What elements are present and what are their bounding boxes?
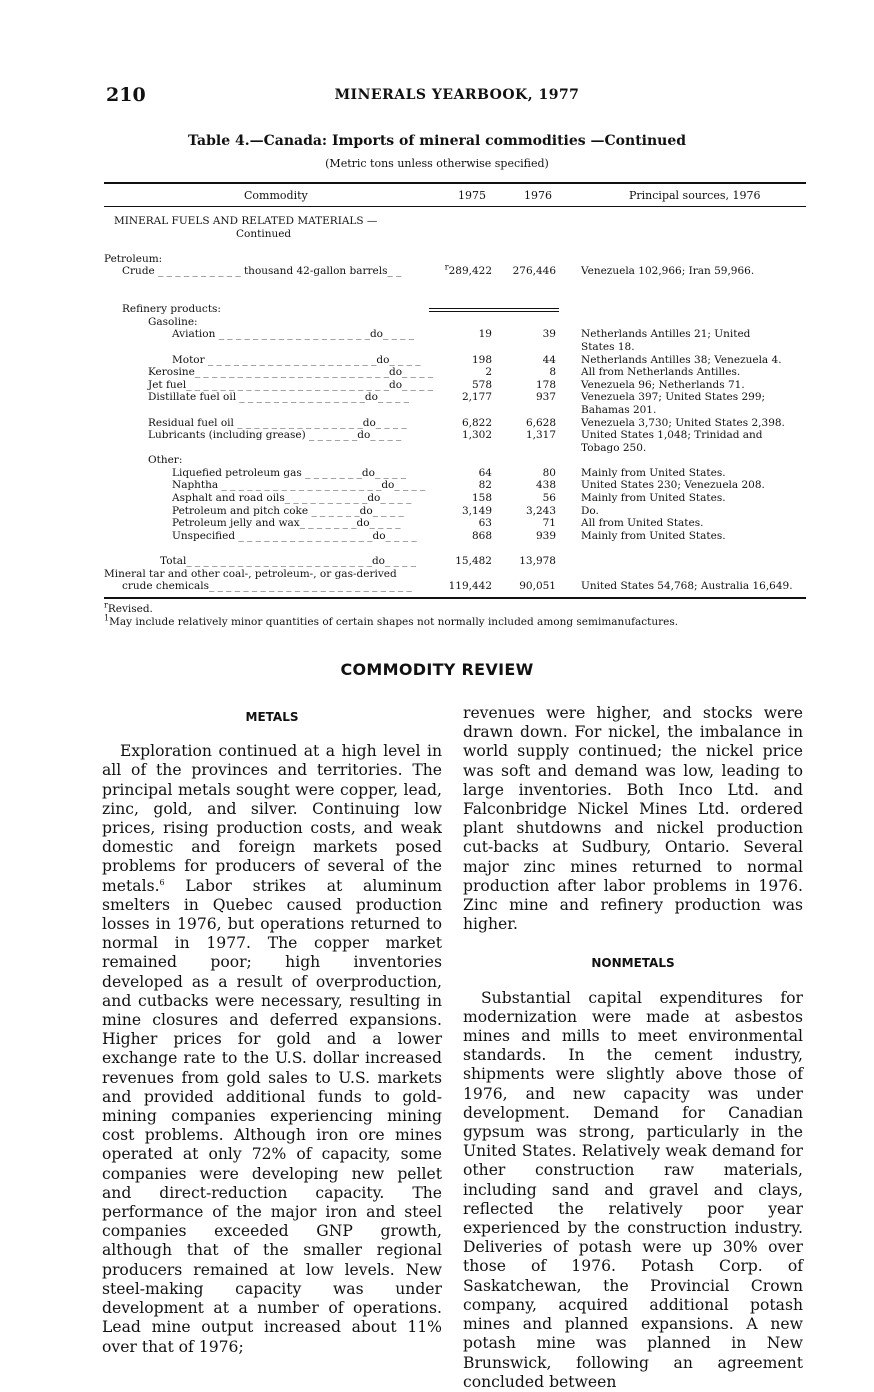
table-bottom-rule xyxy=(104,597,806,599)
principal-sources: Venezuela 3,730; United States 2,398. xyxy=(581,416,785,429)
column-header-sources: Principal sources, 1976 xyxy=(629,189,761,202)
value-1975: 119,442 xyxy=(448,580,492,593)
principal-sources: States 18. xyxy=(581,340,635,353)
principal-sources: Do. xyxy=(581,504,599,517)
table-body xyxy=(104,215,806,593)
table-row xyxy=(104,467,806,480)
value-1976: 3,243 xyxy=(525,504,556,517)
row-label: Liquefied petroleum gas _ _ _ _ _ _ _do_ _ _ _ xyxy=(172,466,406,479)
table-row xyxy=(104,316,806,329)
row-label: Petroleum jelly and wax_ _ _ _ _ _ _do_ _ _ _ xyxy=(172,517,401,530)
value-1976: 80 xyxy=(542,466,556,479)
value-1976: 71 xyxy=(542,517,556,530)
table-row xyxy=(104,228,806,241)
row-label: Residual fuel oil _ _ _ _ _ _ _ _ _ _ _ _ _ _ _do_ _ _ _ xyxy=(148,416,407,429)
row-label: Crude _ _ _ _ _ _ _ _ _ _ thousand 42-gallon barrels_ _ xyxy=(122,265,402,278)
row-label: Refinery products: xyxy=(122,303,221,316)
table-row xyxy=(104,341,806,354)
principal-sources: Netherlands Antilles 21; United xyxy=(581,328,751,341)
value-1975: 198 xyxy=(471,353,492,366)
footnote-1: $^1$May include relatively minor quantities of certain shapes not normally included among semimanufactures. xyxy=(104,613,679,628)
section-title: COMMODITY REVIEW xyxy=(340,660,534,679)
nonmetals-paragraph: Substantial capital expenditures for modernization were made at asbestos mines and mills to meet environmental standards. In the cement industry, shipments were slightly above those of 1976, and new capacity was under development. Demand for Canadian gypsum was strong, particularly in the United States. Relatively weak demand for other construction raw materials, including sand and gravel and clays, reflected the relatively poor year experienced by the construction industry. Deliveries of potash were up 30% over those of 1976. Potash Corp. of Saskatchewan, the Provincial Crown company, acquired additional potash mines and planned expansions. A new potash mine was planned in New Brunswick, following an agreement concluded between xyxy=(463,988,803,1391)
value-1975: 63 xyxy=(478,517,492,530)
principal-sources: Mainly from United States. xyxy=(581,529,726,542)
running-head: MINERALS YEARBOOK, 1977 xyxy=(334,87,580,103)
table-row xyxy=(104,542,806,555)
row-label: Total_ _ _ _ _ _ _ _ _ _ _ _ _ _ _ _ _ _ _ _ _ _do_ _ _ _ xyxy=(160,555,416,568)
value-1976: 90,051 xyxy=(519,580,556,593)
table-header-row xyxy=(104,184,806,206)
footnote-revised: $^r$Revised. xyxy=(104,600,153,615)
table-row xyxy=(104,262,806,278)
table-row xyxy=(104,253,806,266)
row-label: Unspecified _ _ _ _ _ _ _ _ _ _ _ _ _ _ _ _do_ _ _ _ xyxy=(172,529,417,542)
principal-sources: Tobago 250. xyxy=(581,441,647,454)
table-title: Table 4.—Canada: Imports of mineral commodities —Continued xyxy=(187,133,687,149)
value-1976: 39 xyxy=(542,328,556,341)
row-label: Jet fuel_ _ _ _ _ _ _ _ _ _ _ _ _ _ _ _ _ _ _ _ _ _ _ _do_ _ _ _ xyxy=(148,378,434,391)
value-1975: 15,482 xyxy=(455,555,492,568)
principal-sources: Mainly from United States. xyxy=(581,492,726,505)
principal-sources: All from Netherlands Antilles. xyxy=(581,366,741,379)
principal-sources: United States 54,768; Australia 16,649. xyxy=(581,580,793,593)
table-row xyxy=(104,492,806,505)
row-label: Gasoline: xyxy=(148,315,198,328)
table-subtitle: (Metric tons unless otherwise specified) xyxy=(325,157,549,170)
table-row xyxy=(104,240,806,253)
value-1975: 2 xyxy=(485,366,492,379)
right-column xyxy=(463,704,803,1392)
column-header-commodity: Commodity xyxy=(244,189,308,202)
table-footnotes xyxy=(104,600,679,629)
row-label: crude chemicals_ _ _ _ _ _ _ _ _ _ _ _ _ _ _ _ _ _ _ _ _ _ _ _ xyxy=(122,580,412,593)
principal-sources: Netherlands Antilles 38; Venezuela 4. xyxy=(581,353,782,366)
table-row xyxy=(104,580,806,593)
principal-sources: Venezuela 102,966; Iran 59,966. xyxy=(581,265,755,278)
metals-continued-paragraph: revenues were higher, and stocks were drawn down. For nickel, the imbalance in world supply continued; the nickel price was soft and demand was low, leading to large inventories. Both Inco Ltd. and Falconbridge Nickel Mines Ltd. ordered plant shutdowns and nickel production cut-backs at Sudbury, Ontario. Several major zinc mines returned to normal production after labor problems in 1976. Zinc mine and refinery production was higher. xyxy=(463,704,803,934)
table-row xyxy=(104,454,806,467)
principal-sources: Bahamas 201. xyxy=(581,403,657,416)
row-label: Continued xyxy=(236,227,292,240)
value-1976: 939 xyxy=(535,529,556,542)
page-number: 210 xyxy=(106,84,146,106)
row-label: Motor _ _ _ _ _ _ _ _ _ _ _ _ _ _ _ _ _ _ _ _do_ _ _ _ xyxy=(172,353,421,366)
table-row xyxy=(104,429,806,442)
row-label: Lubricants (including grease) _ _ _ _ _ _do_ _ _ _ xyxy=(148,429,402,442)
table-row xyxy=(104,517,806,530)
metals-paragraph: Exploration continued at a high level in all of the provinces and territories. The principal metals sought were copper, lead, zinc, gold, and silver. Continuing low prices, rising production costs, and weak domestic and foreign markets posed problems for producers of several of the metals.$^6$ Labor strikes at aluminum smelters in Quebec caused production losses in 1976, but operations returned to normal in 1977. The copper market remained poor; high inventories developed as a result of overproduction, and cutbacks were necessary, resulting in mine closures and deferred expansions. Higher prices for gold and a lower exchange rate to the U.S. dollar increased revenues from gold sales to U.S. markets and provided additional funds to gold-mining companies experiencing mining cost problems. Although iron ore mines operated at only 72% of capacity, some companies were developing new pellet and direct-reduction capacity. The performance of the major iron and steel companies exceeded GNP growth, although that of the smaller regional producers remained at low levels. New steel-making capacity was under development at a number of operations. Lead mine output increased about 11% over that of 1976; xyxy=(102,742,442,1356)
principal-sources: All from United States. xyxy=(581,517,704,530)
nonmetals-subhead: NONMETALS xyxy=(591,956,675,971)
metals-subhead: METALS xyxy=(245,710,299,724)
row-label: Mineral tar and other coal-, petroleum-, or gas-derived xyxy=(104,567,397,580)
imports-table xyxy=(104,182,806,599)
value-1975: 3,149 xyxy=(461,504,492,517)
value-1975: 868 xyxy=(471,529,492,542)
column-header-1975: 1975 xyxy=(458,189,486,202)
table-row xyxy=(104,278,806,291)
table-row xyxy=(104,530,806,543)
row-label: Naphtha _ _ _ _ _ _ _ _ _ _ _ _ _ _ _ _ _ _ _do_ _ _ _ xyxy=(172,479,426,492)
principal-sources: United States 230; Venezuela 208. xyxy=(581,479,765,492)
column-header-1976: 1976 xyxy=(524,189,552,202)
row-label: MINERAL FUELS AND RELATED MATERIALS — xyxy=(114,215,378,227)
table-row xyxy=(104,379,806,392)
value-1976: 6,628 xyxy=(525,416,556,429)
value-1976: 1,317 xyxy=(525,429,556,442)
principal-sources: Venezuela 397; United States 299; xyxy=(581,391,766,404)
row-label: Asphalt and road oils_ _ _ _ _ _ _ _ _ _do_ _ _ _ xyxy=(172,492,412,505)
value-1975: 64 xyxy=(478,466,492,479)
value-1975: $^r$289,422 xyxy=(444,262,492,278)
value-1975: 578 xyxy=(471,378,492,391)
table-row xyxy=(104,479,806,492)
table-row xyxy=(104,328,806,341)
value-1976: 8 xyxy=(549,366,556,379)
row-label: Aviation _ _ _ _ _ _ _ _ _ _ _ _ _ _ _ _ _ _do_ _ _ _ xyxy=(172,328,415,341)
table-row xyxy=(104,568,806,581)
table-row xyxy=(104,555,806,568)
value-1975: 6,822 xyxy=(461,416,492,429)
value-1976: 13,978 xyxy=(519,555,556,568)
table-row xyxy=(104,291,806,304)
value-1976: 937 xyxy=(535,391,556,404)
page-header xyxy=(106,84,808,108)
table-row xyxy=(104,366,806,379)
value-1976: 178 xyxy=(535,378,556,391)
table-row xyxy=(104,215,806,228)
table-row xyxy=(104,417,806,430)
left-column xyxy=(102,704,442,1357)
value-1975: 2,177 xyxy=(461,391,492,404)
value-1975: 1,302 xyxy=(461,429,492,442)
table-row xyxy=(104,404,806,417)
value-1975: 82 xyxy=(478,479,492,492)
principal-sources: United States 1,048; Trinidad and xyxy=(581,429,763,442)
principal-sources: Venezuela 96; Netherlands 71. xyxy=(581,378,745,391)
value-1975: 19 xyxy=(478,328,492,341)
row-label: Distillate fuel oil _ _ _ _ _ _ _ _ _ _ _ _ _ _ _do_ _ _ _ xyxy=(148,391,409,404)
table-row xyxy=(104,391,806,404)
row-label: Other: xyxy=(148,454,183,467)
row-label: Petroleum: xyxy=(104,252,163,265)
value-1976: 56 xyxy=(542,492,556,505)
table-row xyxy=(104,442,806,455)
value-1976: 276,446 xyxy=(512,265,556,278)
principal-sources: Mainly from United States. xyxy=(581,466,726,479)
row-label: Kerosine_ _ _ _ _ _ _ _ _ _ _ _ _ _ _ _ _ _ _ _ _ _ _do_ _ _ _ xyxy=(148,366,434,379)
value-1975: 158 xyxy=(471,492,492,505)
table-row xyxy=(104,505,806,518)
value-1976: 44 xyxy=(542,353,556,366)
table-row xyxy=(104,354,806,367)
row-label: Petroleum and pitch coke _ _ _ _ _ _do_ _ _ _ xyxy=(172,504,404,517)
table-row xyxy=(104,303,806,316)
value-1976: 438 xyxy=(535,479,556,492)
